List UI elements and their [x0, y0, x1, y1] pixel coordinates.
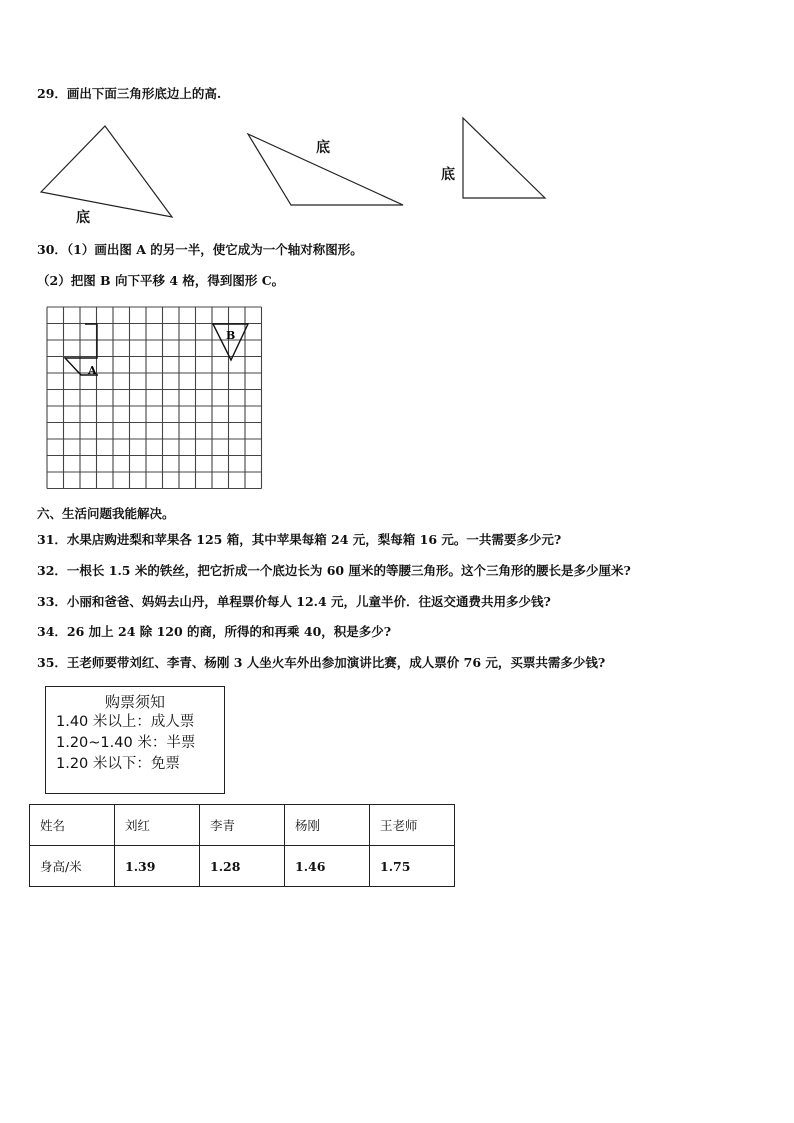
table-header-cell: 杨刚	[285, 805, 370, 846]
section-6-heading: 六、生活问题我能解决。	[37, 506, 175, 521]
table-cell: 1.75	[370, 846, 455, 887]
height-table	[29, 804, 455, 887]
shape-a-label: A	[88, 364, 97, 377]
table-row	[30, 846, 455, 887]
ticket-notice-line: 1.20~1.40 米：半票	[56, 735, 196, 751]
table-header-cell: 王老师	[370, 805, 455, 846]
question-32: 32．一根长 1.5 米的铁丝，把它折成一个底边长为 60 厘米的等腰三角形。这个三角形的腰长是多少厘米?	[37, 563, 631, 578]
triangle-3-base-label: 底	[441, 167, 455, 183]
shape-b-label: B	[226, 329, 236, 342]
question-35: 35．王老师要带刘红、李青、杨刚 3 人坐火车外出参加演讲比赛，成人票价 76 元，买票共需多少钱?	[37, 655, 606, 670]
question-29: 29．画出下面三角形底边上的高.	[37, 86, 222, 101]
table-header-cell: 李青	[200, 805, 285, 846]
triangle-3	[463, 118, 545, 198]
triangle-2-base-label: 底	[316, 140, 330, 156]
table-cell: 1.28	[200, 846, 285, 887]
question-30-part-2: （2）把图 B 向下平移 4 格，得到图形 C。	[37, 273, 285, 288]
question-30-part-1: 30．（1）画出图 A 的另一半，使它成为一个轴对称图形。	[37, 242, 363, 257]
question-31: 31．水果店购进梨和苹果各 125 箱，其中苹果每箱 24 元，梨每箱 16 元。一共需要多少元?	[37, 532, 562, 547]
table-header-row	[30, 805, 455, 846]
triangles-figure	[0, 0, 794, 230]
ticket-notice-line: 1.40 米以上：成人票	[56, 714, 195, 730]
ticket-notice-box	[45, 686, 225, 794]
table-cell: 1.39	[115, 846, 200, 887]
table-header-cell: 刘红	[115, 805, 200, 846]
table-cell: 身高/米	[30, 846, 115, 887]
table-cell: 1.46	[285, 846, 370, 887]
ticket-notice-title: 购票须知	[104, 693, 165, 711]
triangle-1	[41, 126, 172, 217]
table-header-cell: 姓名	[30, 805, 115, 846]
triangle-1-base-label: 底	[76, 210, 90, 226]
ticket-notice-line: 1.20 米以下：免票	[56, 756, 180, 772]
question-33: 33．小丽和爸爸、妈妈去山丹，单程票价每人 12.4 元，儿童半价．往返交通费共用多少钱?	[37, 594, 551, 609]
question-34: 34．26 加上 24 除 120 的商，所得的和再乘 40，积是多少?	[37, 624, 392, 639]
grid-figure	[45, 303, 275, 493]
